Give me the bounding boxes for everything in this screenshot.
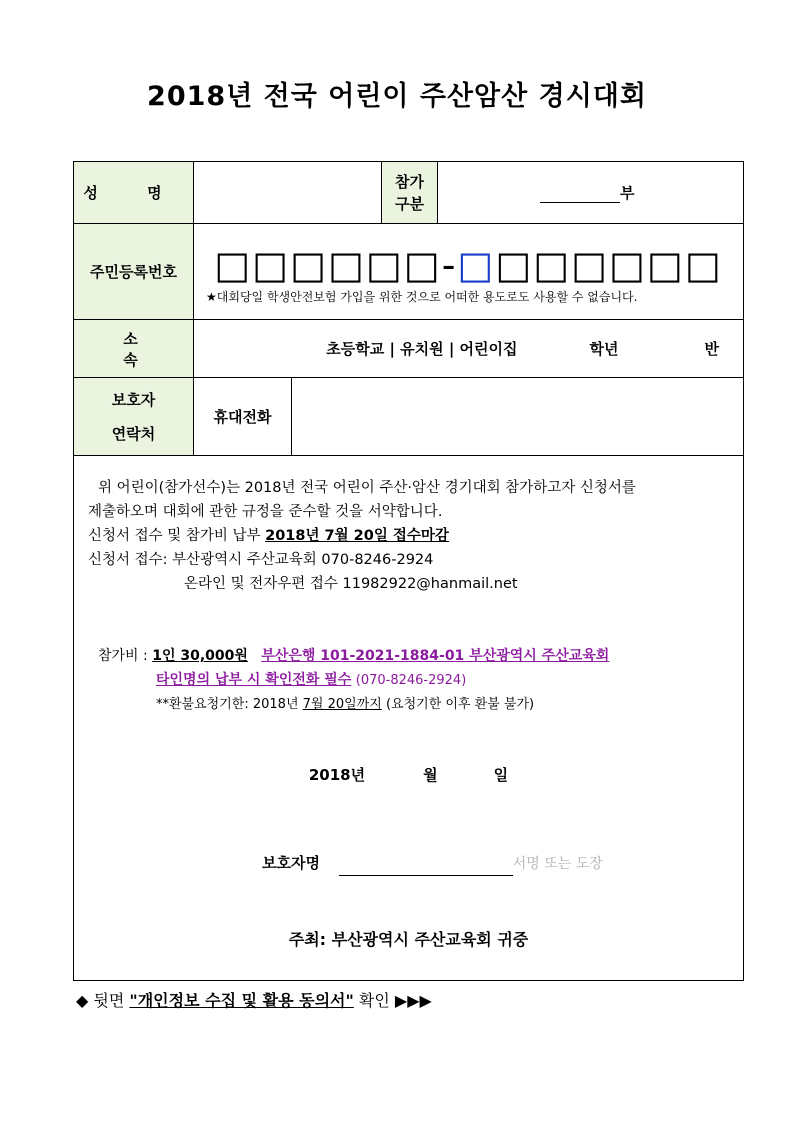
- name-label: 성 명: [74, 162, 194, 224]
- rrn-boxes[interactable]: □□□□□□-□□□□□□□: [214, 243, 723, 287]
- statement-cell: [74, 456, 744, 981]
- category-label: 참가 구분: [382, 162, 438, 224]
- guardian-sign-label: 보호자명: [262, 854, 320, 872]
- affiliation-label: 소 속: [74, 320, 194, 378]
- mobile-label: 휴대전화: [194, 378, 292, 456]
- application-form: [73, 161, 744, 981]
- consent-link[interactable]: "개인정보 수집 및 활용 동의서": [129, 991, 354, 1010]
- reception-line-2: 온라인 및 전자우편 접수 11982922@hanmail.net: [184, 576, 518, 592]
- grade-label: 학년: [589, 340, 619, 358]
- fee-amount: 1인 30,000원: [152, 648, 248, 664]
- statement-line-1: 위 어린이(참가선수)는 2018년 전국 어린이 주산·암산 경기대회 참가하고자 신청서를: [98, 480, 636, 496]
- reception-line-1: 신청서 접수: 부산광역시 주산교육회 070-8246-2924: [88, 552, 434, 568]
- sign-hint: 서명 또는 도장: [512, 856, 603, 872]
- form-title: 2018년 전국 어린이 주산암산 경시대회: [147, 81, 647, 112]
- deadline-value: 2018년 7월 20일 접수마감: [265, 528, 449, 544]
- rrn-field[interactable]: [194, 224, 744, 320]
- host-line: 주최: 부산광역시 주산교육회 귀중: [288, 930, 529, 949]
- affiliation-field[interactable]: [194, 320, 744, 378]
- guardian-sign-line: [88, 851, 729, 876]
- affiliation-options: 초등학교 | 유치원 | 어린이집: [326, 340, 518, 358]
- signature-field[interactable]: [339, 857, 513, 876]
- date-line: 2018년 월 일: [308, 766, 509, 784]
- name-field[interactable]: [194, 162, 382, 224]
- bank-info: 부산은행 101-2021-1884-01 부산광역시 주산교육회: [261, 648, 610, 664]
- category-suffix: 부: [620, 184, 635, 202]
- mobile-field[interactable]: [292, 378, 744, 456]
- statement-line-2: 제출하오며 대회에 관한 규정을 준수할 것을 서약합니다.: [88, 504, 443, 520]
- fee-line: 참가비 : 1인 30,000원 부산은행 101-2021-1884-01 부산광역시 주산교육회: [98, 648, 610, 664]
- rrn-label: 주민등록번호: [74, 224, 194, 320]
- guardian-label: 보호자 연락처: [74, 378, 194, 456]
- class-label: 반: [704, 340, 720, 358]
- refund-line: **환불요청기한: 2018년 7월 20일까지 (요청기한 이후 환불 불가): [156, 697, 535, 712]
- deadline-line: 신청서 접수 및 참가비 납부 2018년 7월 20일 접수마감: [88, 528, 449, 544]
- rrn-note: ★대회당일 학생안전보험 가입을 위한 것으로 어떠한 용도로도 사용할 수 없습니다.: [206, 290, 638, 304]
- category-field[interactable]: [438, 162, 744, 224]
- third-party-line: 타인명의 납부 시 확인전화 필수 (070-8246-2924): [156, 672, 467, 688]
- footer-note: ◆ 뒷면 "개인정보 수집 및 활용 동의서" 확인 ▶▶▶: [76, 991, 432, 1010]
